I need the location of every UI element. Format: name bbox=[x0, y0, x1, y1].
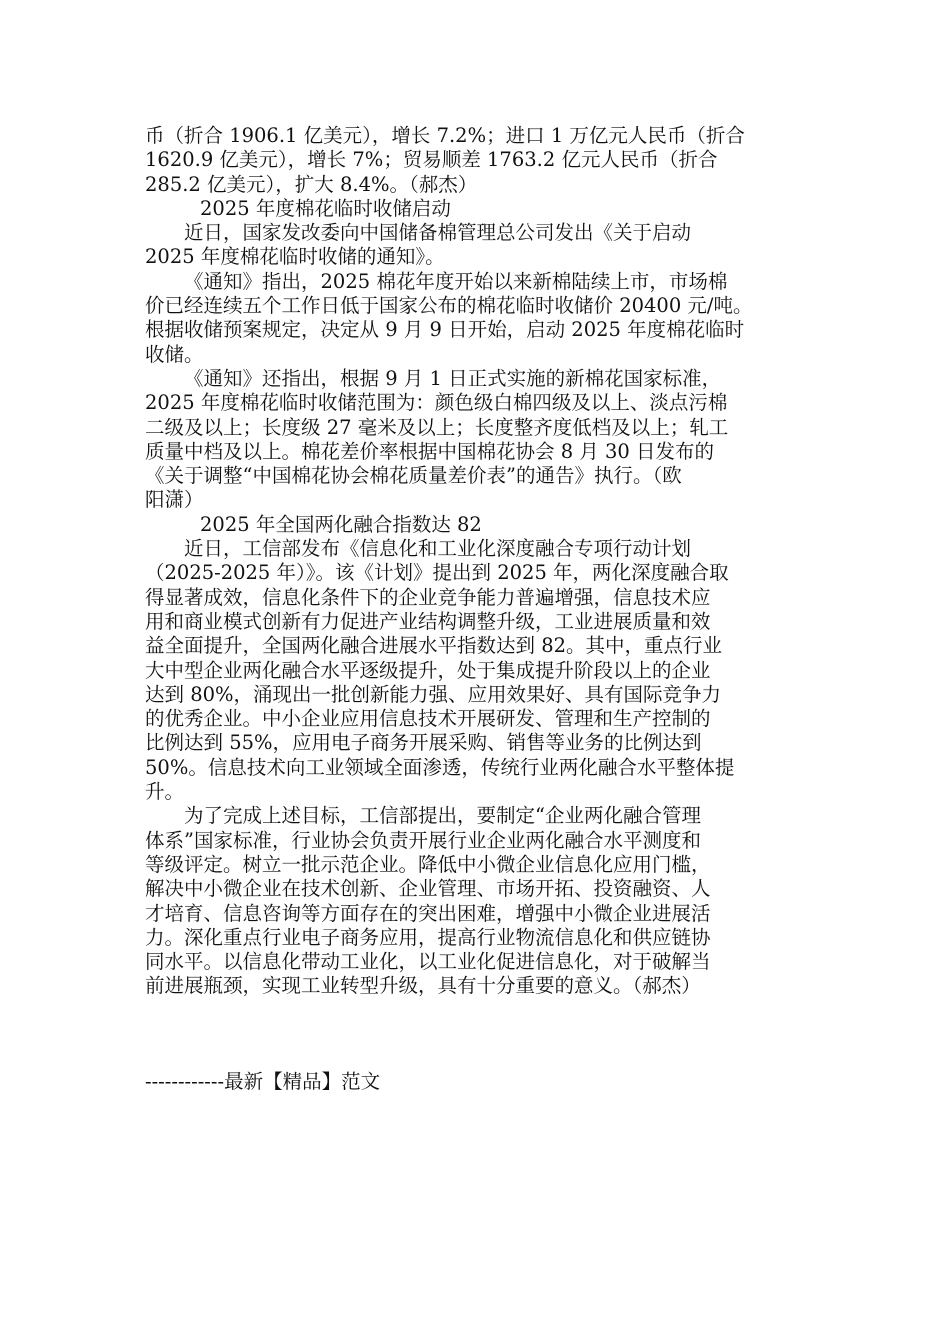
text-line: 二级及以上；长度级 27 毫米及以上；长度整齐度低档及以上；轧工 bbox=[145, 415, 729, 439]
text-line: 益全面提升，全国两化融合进展水平指数达到 82。其中，重点行业 bbox=[145, 634, 723, 658]
text-line: 同水平。以信息化带动工业化，以工业化促进信息化，对于破解当 bbox=[145, 950, 711, 974]
text-line: 前进展瓶颈，实现工业转型升级，具有十分重要的意义。（郝杰） bbox=[145, 974, 701, 998]
text-line: 得显著成效，信息化条件下的企业竞争能力普遍增强，信息技术应 bbox=[145, 585, 711, 609]
text-line: 50%。信息技术向工业领域全面渗透，传统行业两化融合水平整体提 bbox=[145, 755, 735, 779]
text-line: 收储。 bbox=[145, 342, 204, 366]
text-line: 近日，工信部发布《信息化和工业化深度融合专项行动计划 bbox=[184, 537, 692, 561]
text-line: 才培育、信息咨询等方面存在的突出困难，增强中小微企业进展活 bbox=[145, 901, 711, 925]
text-line: 阳潇） bbox=[145, 488, 204, 512]
text-line: 解决中小微企业在技术创新、企业管理、市场开拓、投资融资、人 bbox=[145, 877, 711, 901]
text-line: 大中型企业两化融合水平逐级提升，处于集成提升阶段以上的企业 bbox=[145, 658, 711, 682]
text-line: 力。深化重点行业电子商务应用，提高行业物流信息化和供应链协 bbox=[145, 925, 711, 949]
text-line: 285.2 亿美元），扩大 8.4%。（郝杰） bbox=[145, 172, 478, 196]
text-line: 等级评定。树立一批示范企业。降低中小微企业信息化应用门槛， bbox=[145, 852, 711, 876]
text-line: 的优秀企业。中小企业应用信息技术开展研发、管理和生产控制的 bbox=[145, 707, 711, 731]
text-line: 质量中档及以上。棉花差价率根据中国棉花协会 8 月 30 日发布的 bbox=[145, 439, 715, 463]
text-line: 1620.9 亿美元），增长 7%；贸易顺差 1763.2 亿元人民币（折合 bbox=[145, 148, 718, 172]
text-line: 《通知》还指出，根据 9 月 1 日正式实施的新棉花国家标准， bbox=[184, 366, 722, 390]
text-line: 升。 bbox=[145, 780, 185, 804]
section-heading: 2025 年全国两化融合指数达 82 bbox=[200, 512, 482, 536]
text-line: 2025 年度棉花临时收储的通知》。 bbox=[145, 245, 445, 269]
text-line: 用和商业模式创新有力促进产业结构调整升级，工业进展质量和效 bbox=[145, 609, 711, 633]
text-line: 近日，国家发改委向中国储备棉管理总公司发出《关于启动 bbox=[184, 221, 692, 245]
text-line: 价已经连续五个工作日低于国家公布的棉花临时收储价 20400 元/吨。 bbox=[145, 294, 753, 318]
document-body bbox=[145, 124, 815, 999]
text-line: 2025 年度棉花临时收储范围为：颜色级白棉四级及以上、淡点污棉 bbox=[145, 391, 728, 415]
text-line: 比例达到 55%，应用电子商务开展采购、销售等业务的比例达到 bbox=[145, 731, 702, 755]
text-line: 《关于调整“中国棉花协会棉花质量差价表”的通告》执行。（欧 bbox=[145, 464, 682, 488]
text-line: 体系”国家标准，行业协会负责开展行业企业两化融合水平测度和 bbox=[145, 828, 701, 852]
text-line: （2025-2025 年）》。该《计划》提出到 2025 年，两化深度融合取 bbox=[145, 561, 729, 585]
text-line: 达到 80%，涌现出一批创新能力强、应用效果好、具有国际竞争力 bbox=[145, 682, 722, 706]
footer-text: ------------最新【精品】范文 bbox=[145, 1070, 381, 1093]
text-line: 根据收储预案规定，决定从 9 月 9 日开始，启动 2025 年度棉花临时 bbox=[145, 318, 745, 342]
section-heading: 2025 年度棉花临时收储启动 bbox=[200, 196, 451, 220]
text-line: 为了完成上述目标，工信部提出，要制定“企业两化融合管理 bbox=[184, 804, 701, 828]
text-line: 币（折合 1906.1 亿美元），增长 7.2%；进口 1 万亿元人民币（折合 bbox=[145, 124, 745, 147]
text-line: 《通知》指出，2025 棉花年度开始以来新棉陆续上市，市场棉 bbox=[184, 269, 728, 293]
